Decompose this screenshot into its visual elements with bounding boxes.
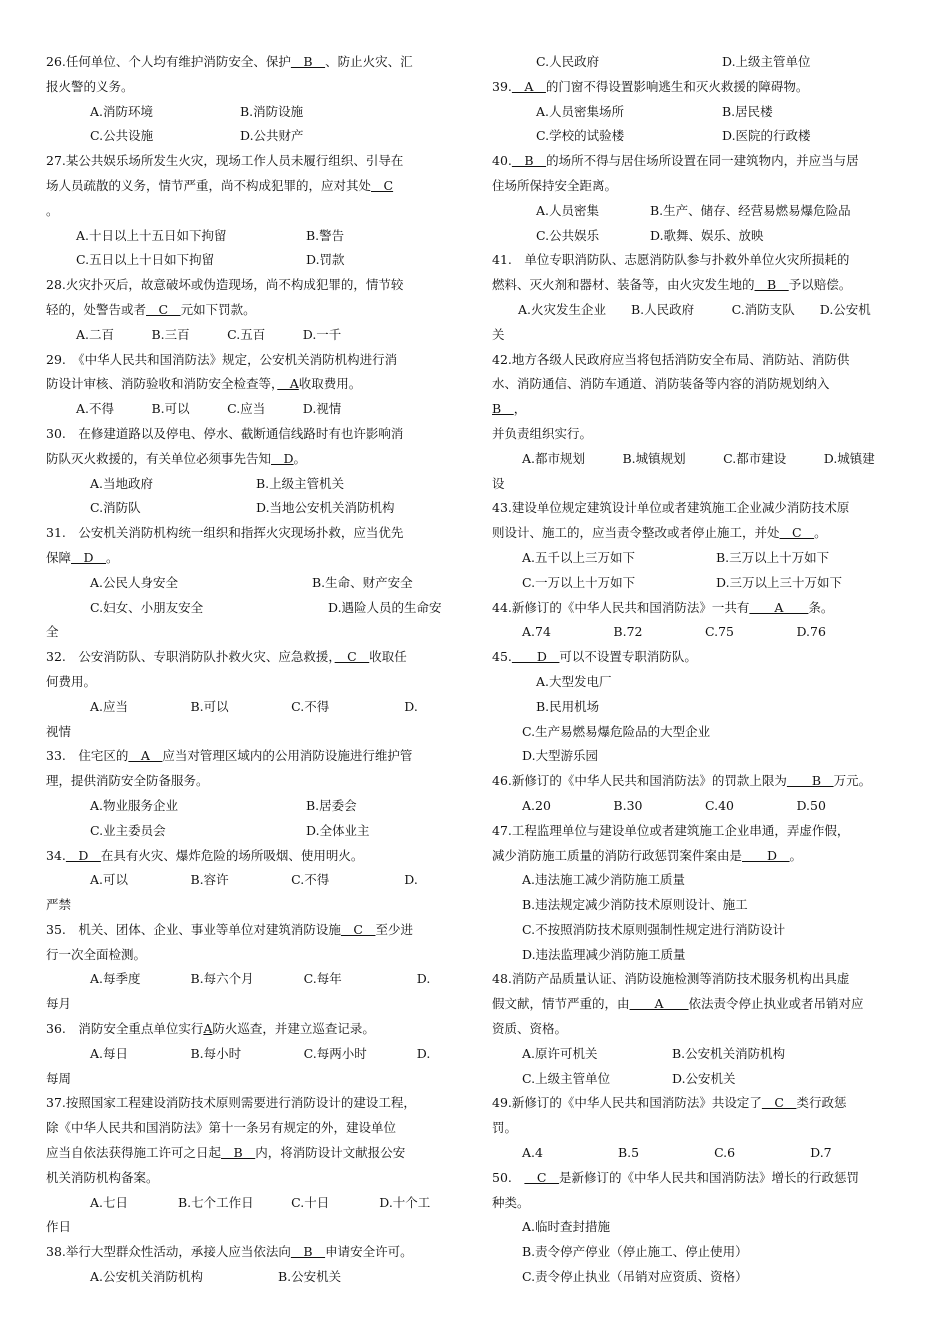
option-text: A.消防环境	[90, 103, 154, 119]
option-text: C.公共娱乐	[536, 227, 600, 243]
option-text: A.五千以上三万如下	[522, 549, 636, 565]
option-text: B.消防设施	[240, 103, 304, 119]
right-line: A.火灾发生企业 B.人民政府 C.消防支队 D.公安机	[518, 301, 871, 317]
option-text: B.公安机关	[278, 1269, 342, 1285]
right-line	[492, 1067, 912, 1092]
right-line: 设	[492, 475, 505, 491]
right-line: C.生产易燃易爆危险品的大型企业	[522, 723, 711, 739]
option-text: B.警告	[306, 227, 345, 243]
left-line: 37.按照国家工程建设消防技术原则需要进行消防设计的建设工程，	[46, 1095, 416, 1111]
option-text: D.三万以上三十万如下	[716, 574, 843, 590]
option-text: B.三万以上十万如下	[716, 549, 830, 565]
right-line: A.74 B.72 C.75 D.76	[522, 624, 826, 640]
left-line	[46, 224, 464, 249]
right-line	[492, 224, 912, 249]
left-line	[46, 496, 464, 521]
right-line: 45. D 可以不设置专职消防队。	[492, 649, 697, 665]
option-text: C.消防队	[90, 500, 141, 516]
right-line	[492, 546, 912, 571]
left-line: 28.火灾扑灭后，故意破坏或伪造现场，尚不构成犯罪的，情节较	[46, 277, 404, 293]
right-line	[492, 50, 912, 75]
right-line: 假文献，情节严重的，由 A 依法责令停止执业或者吊销对应	[492, 996, 864, 1012]
option-text: C.人民政府	[536, 54, 600, 69]
left-line: 35. 机关、团体、企业、事业等单位对建筑消防设施 C 至少进	[46, 921, 413, 937]
option-text: D.当地公安机关消防机构	[256, 500, 395, 516]
option-text: A.人员密集	[536, 202, 600, 218]
right-line: 43.建设单位规定建筑设计单位或者建筑施工企业减少消防技术原	[492, 500, 850, 516]
right-column	[492, 50, 912, 1290]
left-line: 除《中华人民共和国消防法》第十一条另有规定的外，建设单位	[46, 1120, 397, 1136]
option-text: B.生产、储存、经营易燃易爆危险品	[650, 202, 851, 218]
right-line: 住场所保持安全距离。	[492, 177, 618, 193]
right-line: 48.消防产品质量认证、消防设施检测等消防技术服务机构出具虚	[492, 971, 850, 987]
option-text: A.当地政府	[90, 475, 154, 491]
right-line	[492, 100, 912, 125]
left-line: 每月	[46, 996, 72, 1012]
right-line: B.违法规定减少消防技术原则设计、施工	[522, 897, 748, 913]
right-line: 42.地方各级人民政府应当将包括消防安全布局、消防站、消防供	[492, 351, 850, 367]
left-line	[46, 1265, 464, 1290]
right-line	[492, 199, 912, 224]
right-line: 46.新修订的《中华人民共和国消防法》的罚款上限为 B 万元。	[492, 773, 872, 789]
option-text: C.上级主管单位	[522, 1070, 611, 1086]
right-line: 44.新修订的《中华人民共和国消防法》一共有 A 条。	[492, 599, 834, 615]
right-line: A.违法施工减少消防施工质量	[522, 872, 686, 888]
left-line: 机关消防机构备案。	[46, 1169, 159, 1185]
left-line: 视情	[46, 723, 72, 739]
option-text: D.医院的行政楼	[722, 128, 811, 144]
right-line: B.民用机场	[536, 698, 600, 714]
left-line: 。	[46, 202, 59, 218]
option-text: A.人员密集场所	[536, 103, 625, 119]
option-text: D.上级主管单位	[722, 54, 811, 69]
right-line: 50. C 是新修订的《中华人民共和国消防法》增长的行政惩罚	[492, 1169, 859, 1185]
right-line: D.大型游乐园	[522, 748, 599, 764]
left-line: 防队灭火救援的，有关单位必须事先告知 D。	[46, 450, 307, 466]
right-line: 资质、资格。	[492, 1021, 568, 1037]
option-text: B.居民楼	[722, 103, 773, 119]
left-line: 作日	[46, 1219, 72, 1235]
left-line: 全	[46, 624, 59, 640]
left-line: 何费用。	[46, 673, 97, 689]
left-line: 38.举行大型群众性活动，承接人应当依法向 B 申请安全许可。	[46, 1244, 413, 1260]
right-line: 水、消防通信、消防车通道、消防装备等内容的消防规划纳入	[492, 376, 830, 392]
left-line: 严禁	[46, 897, 72, 913]
right-line: B.责令停产停业（停止施工、停止使用）	[522, 1244, 748, 1260]
left-line: 轻的，处警告或者 C 元如下罚款。	[46, 301, 256, 317]
left-line: A.每日 B.每小时 C.每两小时 D.	[90, 1045, 431, 1061]
option-text: B.居委会	[306, 797, 357, 813]
option-text: C.学校的试验楼	[536, 128, 625, 144]
right-line: B ，	[492, 401, 527, 417]
option-text: C.妇女、小朋友安全	[90, 599, 204, 615]
left-line	[46, 819, 464, 844]
option-text: C.公共设施	[90, 128, 154, 144]
left-column	[46, 50, 464, 1290]
right-line	[492, 571, 912, 596]
left-line	[46, 124, 464, 149]
right-line	[492, 124, 912, 149]
right-line: 40. B 的场所不得与居住场所设置在同一建筑物内，并应当与居	[492, 153, 859, 169]
left-line	[46, 248, 464, 273]
left-line: 场人员疏散的义务，情节严重，尚不构成犯罪的，应对其处 C	[46, 177, 394, 193]
option-text: C.五日以上十日如下拘留	[76, 252, 215, 268]
left-line: 行一次全面检测。	[46, 946, 147, 962]
right-line: 关	[492, 326, 505, 342]
option-text: D.公共财产	[240, 128, 304, 144]
left-line: 32. 公安消防队、专职消防队扑救火灾、应急救援， C 收取任	[46, 649, 407, 665]
right-line: 47.工程监理单位与建设单位或者建筑施工企业串通，弄虚作假，	[492, 822, 850, 838]
left-line: 报火警的义务。	[46, 78, 134, 94]
right-line: 燃料、灭火剂和器材、装备等，由火灾发生地的 B 予以赔偿。	[492, 277, 852, 293]
left-line	[46, 596, 464, 621]
left-line: 33. 住宅区的 A 应当对管理区域内的公用消防设施进行维护管	[46, 748, 413, 764]
left-line: A.可以 B.容许 C.不得 D.	[90, 872, 418, 888]
left-line	[46, 794, 464, 819]
left-line: A.七日 B.七个工作日 C.十日 D.十个工	[90, 1194, 431, 1210]
right-line	[492, 1042, 912, 1067]
left-line: A.每季度 B.每六个月 C.每年 D.	[90, 971, 431, 987]
left-line: 29. 《中华人民共和国消防法》规定，公安机关消防机构进行消	[46, 351, 398, 367]
left-line: 应当自依法获得施工许可之日起 B 内，将消防设计文献报公安	[46, 1145, 406, 1161]
option-text: D.罚款	[306, 252, 345, 268]
option-text: C.一万以上十万如下	[522, 574, 636, 590]
left-line: 防设计审核、消防验收和消防安全检查等， A收取费用。	[46, 376, 362, 392]
right-line: 则设计、施工的，应当责令整改或者停止施工，并处 C 。	[492, 525, 827, 541]
option-text: D.歌舞、娱乐、放映	[650, 227, 764, 243]
option-text: A.公安机关消防机构	[90, 1269, 204, 1285]
left-line: 30. 在修建道路以及停电、停水、截断通信线路时有也许影响消	[46, 425, 404, 441]
option-text: B.生命、财产安全	[312, 574, 413, 590]
right-line: D.违法监理减少消防施工质量	[522, 946, 686, 962]
right-line: A.20 B.30 C.40 D.50	[522, 797, 826, 813]
option-text: A.原许可机关	[522, 1045, 598, 1061]
left-line	[46, 472, 464, 497]
right-line: 减少消防施工质量的消防行政惩罚案件案由是 D 。	[492, 847, 803, 863]
left-line: 31. 公安机关消防机构统一组织和指挥火灾现场扑救，应当优先	[46, 525, 404, 541]
right-line: 39. A 的门窗不得设置影响逃生和灭火救援的障碍物。	[492, 78, 809, 94]
right-line: C.责令停止执业（吊销对应资质、资格）	[522, 1269, 748, 1285]
option-text: B.上级主管机关	[256, 475, 345, 491]
option-text: A.公民人身安全	[90, 574, 179, 590]
right-line: A.临时查封措施	[522, 1219, 611, 1235]
right-line: A.4 B.5 C.6 D.7	[522, 1145, 832, 1161]
left-line: A.不得 B.可以 C.应当 D.视情	[76, 401, 342, 417]
left-line	[46, 100, 464, 125]
option-text: A.十日以上十五日如下拘留	[76, 227, 227, 243]
option-text: B.公安机关消防机构	[672, 1045, 786, 1061]
right-line: 并负责组织实行。	[492, 425, 593, 441]
option-text: C.业主委员会	[90, 822, 166, 838]
left-line: 理，提供消防安全防备服务。	[46, 773, 209, 789]
option-text: A.物业服务企业	[90, 797, 179, 813]
right-line: 41. 单位专职消防队、志愿消防队参与扑救外单位火灾所损耗的	[492, 252, 850, 268]
right-line: A.都市规划 B.城镇规划 C.都市建设 D.城镇建	[522, 450, 875, 466]
left-line	[46, 571, 464, 596]
left-line: 34. D 在具有火灾、爆炸危险的场所吸烟、使用明火。	[46, 847, 364, 863]
right-line: 罚。	[492, 1120, 518, 1136]
right-line: 49.新修订的《中华人民共和国消防法》共设定了 C 类行政惩	[492, 1095, 847, 1111]
left-line: 36. 消防安全重点单位实行A防火巡查，并建立巡查记录。	[46, 1021, 375, 1037]
left-line: 每周	[46, 1070, 72, 1086]
left-line: 26.任何单位、个人均有维护消防安全、保护 B 、防止火灾、汇	[46, 54, 413, 69]
left-line: A.二百 B.三百 C.五百 D.一千	[76, 326, 342, 342]
left-line: A.应当 B.可以 C.不得 D.	[90, 698, 418, 714]
right-line: C.不按照消防技术原则强制性规定进行消防设计	[522, 921, 786, 937]
left-line: 保障 D 。	[46, 549, 119, 565]
option-text: D.遇险人员的生命安	[328, 599, 442, 615]
option-text: D.全体业主	[306, 822, 370, 838]
right-line: A.大型发电厂	[536, 673, 612, 689]
left-line: 27.某公共娱乐场所发生火灾，现场工作人员未履行组织、引导在	[46, 153, 404, 169]
right-line: 种类。	[492, 1194, 530, 1210]
option-text: D.公安机关	[672, 1070, 736, 1086]
